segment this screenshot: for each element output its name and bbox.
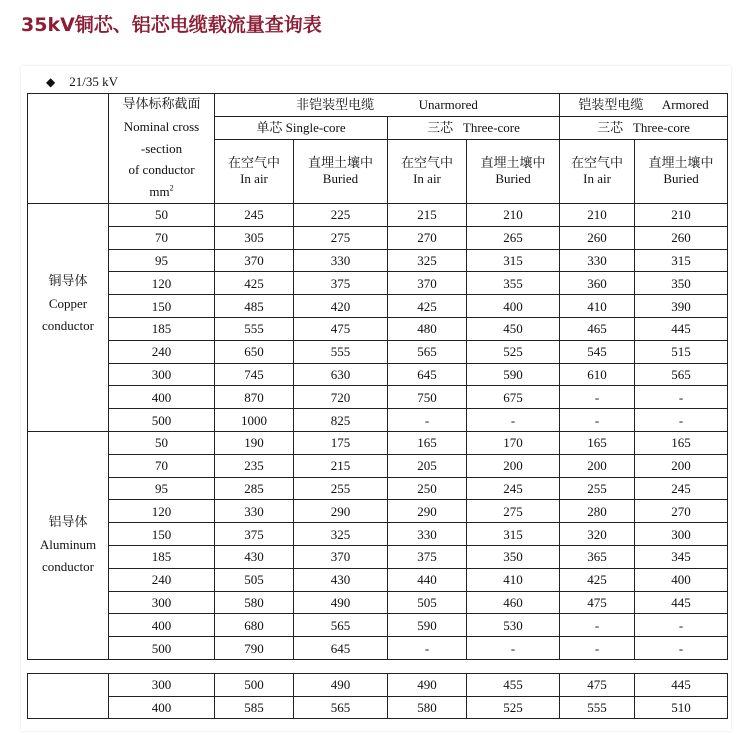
ampacity-cell: 675	[467, 386, 560, 409]
ampacity-cell: 745	[215, 363, 294, 386]
ampacity-cell: 255	[560, 477, 635, 500]
cross-section-cell: 95	[109, 477, 215, 500]
cross-section-cell: 120	[109, 272, 215, 295]
ampacity-cell: 445	[635, 674, 728, 697]
aluminum-label-zh: 铝导体	[48, 515, 88, 531]
aluminum-label	[28, 431, 109, 659]
ampacity-cell: 410	[560, 295, 635, 318]
ampacity-cell: 210	[467, 203, 560, 226]
in-air-header: 在空气中 In air	[560, 139, 635, 203]
ampacity-cell: 265	[467, 226, 560, 249]
ampacity-cell: 260	[635, 226, 728, 249]
ampacity-cell: 350	[467, 545, 560, 568]
ampacity-cell: 370	[388, 272, 467, 295]
header-corner	[28, 94, 109, 204]
ampacity-cell: 205	[388, 454, 467, 477]
ampacity-cell: 200	[635, 454, 728, 477]
cross-section-cell: 240	[109, 568, 215, 591]
ampacity-cell: 305	[215, 226, 294, 249]
cross-section-zh: 导体标称截面	[122, 97, 201, 112]
ampacity-cell: 530	[467, 614, 560, 637]
ampacity-cell: 325	[388, 249, 467, 272]
aluminum-row	[28, 431, 728, 454]
ampacity-cell: 235	[215, 454, 294, 477]
ampacity-cell: -	[635, 409, 728, 432]
ampacity-cell: 350	[635, 272, 728, 295]
ampacity-cell: 490	[294, 674, 388, 697]
ampacity-cell: 650	[215, 340, 294, 363]
ampacity-cell: 300	[635, 523, 728, 546]
copper-row	[28, 272, 728, 295]
copper-row	[28, 409, 728, 432]
ampacity-cell: 490	[294, 591, 388, 614]
ampacity-cell: -	[560, 409, 635, 432]
ampacity-cell: 270	[388, 226, 467, 249]
extra-row	[28, 674, 728, 697]
ampacity-cell: 330	[294, 249, 388, 272]
ampacity-cell: 375	[215, 523, 294, 546]
ampacity-cell: 290	[388, 500, 467, 523]
ampacity-cell: 555	[294, 340, 388, 363]
ampacity-cell: 720	[294, 386, 388, 409]
ampacity-cell: 345	[635, 545, 728, 568]
ampacity-cell: 370	[294, 545, 388, 568]
ampacity-cell: 255	[294, 477, 388, 500]
buried-header: 直埋土壤中 Buried	[294, 139, 388, 203]
ampacity-cell: -	[635, 614, 728, 637]
cross-section-cell: 400	[109, 696, 215, 719]
ampacity-cell: 165	[388, 431, 467, 454]
ampacity-cell: 680	[215, 614, 294, 637]
ampacity-cell: 290	[294, 500, 388, 523]
cross-section-cell: 300	[109, 591, 215, 614]
aluminum-row	[28, 477, 728, 500]
cross-section-cell: 400	[109, 614, 215, 637]
ampacity-cell: 645	[294, 637, 388, 660]
ampacity-cell: 425	[215, 272, 294, 295]
ampacity-cell: 590	[467, 363, 560, 386]
ampacity-cell: 790	[215, 637, 294, 660]
aluminum-label-en: conductor	[42, 559, 94, 575]
ampacity-cell: 590	[388, 614, 467, 637]
ampacity-cell: 490	[388, 674, 467, 697]
copper-row	[28, 340, 728, 363]
ampacity-cell: 645	[388, 363, 467, 386]
ampacity-cell: 400	[467, 295, 560, 318]
buried-header: 直埋土壤中 Buried	[635, 139, 728, 203]
aluminum-row	[28, 500, 728, 523]
ampacity-cell: 365	[560, 545, 635, 568]
ampacity-cell: 315	[635, 249, 728, 272]
unarmored-en: Unarmored	[418, 96, 478, 112]
ampacity-cell: -	[560, 637, 635, 660]
ampacity-cell: 200	[467, 454, 560, 477]
aluminum-row	[28, 637, 728, 660]
three-core-unarmored-header: 三芯 Three-core	[388, 116, 560, 139]
voltage-label	[46, 74, 118, 90]
page-title: 35kV铜芯、铝芯电缆载流量查询表	[21, 14, 322, 36]
ampacity-cell: 165	[560, 431, 635, 454]
ampacity-cell: 330	[388, 523, 467, 546]
cross-section-en1: Nominal cross	[123, 118, 200, 134]
single-core-header: 单芯 Single-core	[215, 116, 388, 139]
ampacity-cell: 275	[294, 226, 388, 249]
ampacity-cell: 610	[560, 363, 635, 386]
ampacity-cell: 555	[215, 317, 294, 340]
copper-label-en: conductor	[42, 318, 94, 334]
ampacity-cell: 515	[635, 340, 728, 363]
ampacity-cell: 430	[294, 568, 388, 591]
ampacity-cell: 390	[635, 295, 728, 318]
copper-label	[28, 203, 109, 431]
cross-section-cell: 300	[109, 363, 215, 386]
diamond-bullet-icon: ◆	[46, 75, 56, 89]
ampacity-cell: -	[635, 637, 728, 660]
ampacity-cell: 250	[388, 477, 467, 500]
ampacity-cell: 330	[215, 500, 294, 523]
ampacity-cell: 410	[467, 568, 560, 591]
ampacity-cell: 475	[560, 591, 635, 614]
ampacity-cell: 320	[560, 523, 635, 546]
ampacity-cell: 325	[294, 523, 388, 546]
ampacity-cell: 215	[294, 454, 388, 477]
ampacity-cell: 1000	[215, 409, 294, 432]
aluminum-row	[28, 591, 728, 614]
cross-section-unit: $mm^2$	[149, 183, 174, 200]
ampacity-cell: -	[388, 409, 467, 432]
ampacity-cell: 450	[467, 317, 560, 340]
ampacity-cell: 425	[560, 568, 635, 591]
ampacity-cell: 555	[560, 696, 635, 719]
ampacity-cell: 420	[294, 295, 388, 318]
copper-label-zh: 铜导体	[48, 274, 88, 290]
copper-row	[28, 363, 728, 386]
copper-row	[28, 386, 728, 409]
ampacity-cell: 245	[215, 203, 294, 226]
ampacity-cell: 485	[215, 295, 294, 318]
cross-section-cell: 95	[109, 249, 215, 272]
ampacity-cell: -	[560, 386, 635, 409]
ampacity-cell: 525	[467, 696, 560, 719]
armored-zh: 铠装型电缆	[578, 97, 644, 113]
ampacity-cell: 430	[215, 545, 294, 568]
aluminum-row	[28, 454, 728, 477]
ampacity-cell: 480	[388, 317, 467, 340]
copper-row	[28, 317, 728, 340]
ampacity-cell: 270	[635, 500, 728, 523]
ampacity-cell: 245	[467, 477, 560, 500]
ampacity-cell: 510	[635, 696, 728, 719]
ampacity-cell: -	[635, 386, 728, 409]
armored-en: Armored	[661, 96, 709, 112]
ampacity-cell: 475	[560, 674, 635, 697]
ampacity-cell: 260	[560, 226, 635, 249]
aluminum-row	[28, 523, 728, 546]
ampacity-cell: 500	[215, 674, 294, 697]
ampacity-table	[27, 93, 728, 660]
ampacity-cell: 315	[467, 249, 560, 272]
cross-section-en2: -section	[140, 140, 183, 156]
ampacity-cell: 375	[294, 272, 388, 295]
ampacity-cell: 465	[560, 317, 635, 340]
ampacity-cell: 210	[560, 203, 635, 226]
ampacity-cell: 175	[294, 431, 388, 454]
ampacity-cell: 580	[215, 591, 294, 614]
cross-section-en3: of conductor	[128, 162, 195, 178]
ampacity-cell: 280	[560, 500, 635, 523]
ampacity-cell: 475	[294, 317, 388, 340]
ampacity-cell: 445	[635, 591, 728, 614]
ampacity-cell: 275	[467, 500, 560, 523]
ampacity-cell: 355	[467, 272, 560, 295]
aluminum-row	[28, 614, 728, 637]
cross-section-cell: 50	[109, 431, 215, 454]
ampacity-cell: 825	[294, 409, 388, 432]
ampacity-cell: 460	[467, 591, 560, 614]
unarmored-zh: 非铠装型电缆	[296, 97, 375, 113]
ampacity-cell: -	[388, 637, 467, 660]
ampacity-cell: 370	[215, 249, 294, 272]
copper-row	[28, 249, 728, 272]
extra-row	[28, 696, 728, 719]
extra-blank-cell	[28, 674, 109, 697]
ampacity-cell: 580	[388, 696, 467, 719]
unarmored-header	[215, 94, 560, 117]
ampacity-cell: 315	[467, 523, 560, 546]
ampacity-cell: 445	[635, 317, 728, 340]
copper-row	[28, 295, 728, 318]
ampacity-cell: 525	[467, 340, 560, 363]
aluminum-row	[28, 545, 728, 568]
extra-table	[27, 673, 728, 719]
aluminum-label-en: Aluminum	[39, 537, 97, 553]
ampacity-cell: 225	[294, 203, 388, 226]
cross-section-cell: 150	[109, 523, 215, 546]
ampacity-cell: 750	[388, 386, 467, 409]
extra-blank-cell	[28, 696, 109, 719]
ampacity-cell: -	[467, 409, 560, 432]
ampacity-cell: 245	[635, 477, 728, 500]
cross-section-cell: 400	[109, 386, 215, 409]
ampacity-cell: 360	[560, 272, 635, 295]
ampacity-cell: 215	[388, 203, 467, 226]
ampacity-cell: 505	[388, 591, 467, 614]
ampacity-cell: 565	[388, 340, 467, 363]
cross-section-header	[109, 94, 215, 204]
ampacity-cell: 440	[388, 568, 467, 591]
cross-section-cell: 300	[109, 674, 215, 697]
ampacity-cell: -	[467, 637, 560, 660]
ampacity-cell: 565	[635, 363, 728, 386]
ampacity-cell: 545	[560, 340, 635, 363]
cross-section-cell: 240	[109, 340, 215, 363]
ampacity-cell: 630	[294, 363, 388, 386]
cross-section-cell: 150	[109, 295, 215, 318]
in-air-header: 在空气中 In air	[388, 139, 467, 203]
ampacity-cell: 455	[467, 674, 560, 697]
ampacity-cell: 170	[467, 431, 560, 454]
cross-section-cell: 185	[109, 545, 215, 568]
armored-header	[560, 94, 728, 117]
cross-section-cell: 70	[109, 454, 215, 477]
ampacity-cell: 585	[215, 696, 294, 719]
buried-header: 直埋土壤中 Buried	[467, 139, 560, 203]
ampacity-cell: -	[560, 614, 635, 637]
ampacity-cell: 425	[388, 295, 467, 318]
ampacity-cell: 870	[215, 386, 294, 409]
voltage-value: 21/35 kV	[69, 74, 118, 89]
cross-section-cell: 500	[109, 637, 215, 660]
ampacity-cell: 565	[294, 614, 388, 637]
in-air-header: 在空气中 In air	[215, 139, 294, 203]
ampacity-cell: 330	[560, 249, 635, 272]
three-core-armored-header: 三芯 Three-core	[560, 116, 728, 139]
cross-section-cell: 185	[109, 317, 215, 340]
cross-section-cell: 500	[109, 409, 215, 432]
ampacity-cell: 505	[215, 568, 294, 591]
cross-section-cell: 120	[109, 500, 215, 523]
ampacity-cell: 565	[294, 696, 388, 719]
ampacity-cell: 200	[560, 454, 635, 477]
cross-section-cell: 50	[109, 203, 215, 226]
ampacity-cell: 165	[635, 431, 728, 454]
ampacity-cell: 190	[215, 431, 294, 454]
cross-section-cell: 70	[109, 226, 215, 249]
aluminum-row	[28, 568, 728, 591]
ampacity-cell: 400	[635, 568, 728, 591]
ampacity-cell: 210	[635, 203, 728, 226]
ampacity-cell: 375	[388, 545, 467, 568]
copper-label-en: Copper	[48, 296, 88, 312]
copper-row	[28, 203, 728, 226]
ampacity-cell: 285	[215, 477, 294, 500]
copper-row	[28, 226, 728, 249]
